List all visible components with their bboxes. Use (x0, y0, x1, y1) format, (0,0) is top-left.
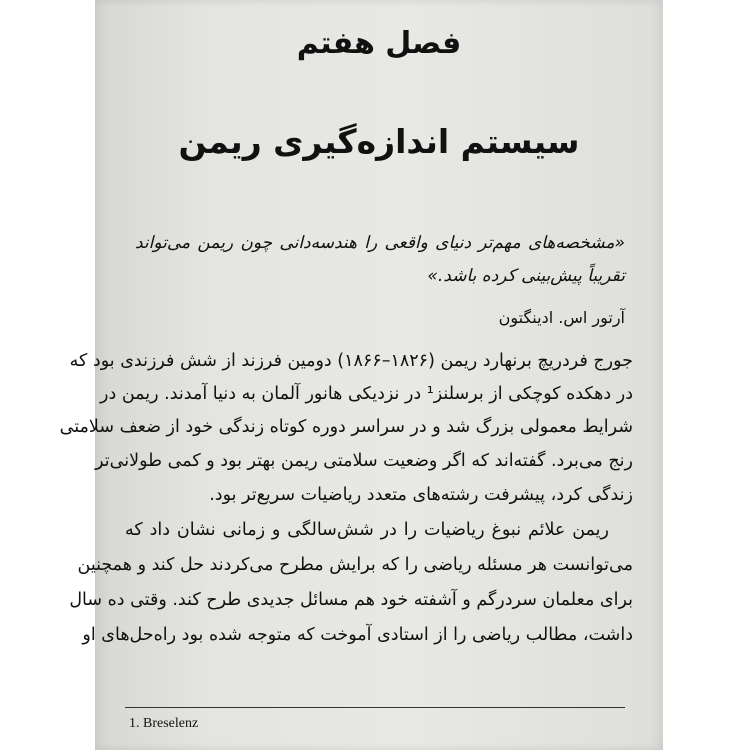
paragraph-2-line-4: داشت، مطالب ریاضی را از استادی آموخت که متوجه شده بود راه‌حل‌های او (82, 625, 633, 645)
paragraph-2-line-1: ریمن علائم نبوغ ریاضیات را در شش‌سالگی و زمانی نشان داد که (125, 520, 609, 540)
paragraph-1-line-2: در دهکده کوچکی از برسلنز¹ در نزدیکی هانور آلمان به دنیا آمدند. ریمن در (100, 384, 633, 404)
epigraph-author: آرتور اس. ادینگتون (498, 308, 625, 327)
footnote-divider (125, 707, 625, 708)
paragraph-2-line-3: برای معلمان سردرگم و آشفته خود هم مسائل جدیدی طرح کند. وقتی ده سال (69, 590, 633, 610)
epigraph-line: تقریباً پیش‌بینی کرده باشد.» (427, 266, 625, 286)
paragraph-2-line-2: می‌توانست هر مسئله ریاضی را که برایش مطرح می‌کردند حل کند و همچنین (77, 555, 633, 575)
epigraph-line: «مشخصه‌های مهم‌تر دنیای واقعی را هندسه‌دانی چون ریمن می‌تواند (135, 233, 625, 253)
paragraph-1-line-1: جورج فردریچ برنهارد ریمن (۱۸۲۶–۱۸۶۶) دومین فرزند از شش فرزندی بود که (69, 351, 633, 371)
footnote: 1. Breselenz (129, 716, 199, 731)
paragraph-1-line-3: شرایط معمولی بزرگ شد و در سراسر دوره کوتاه زندگی خود از ضعف سلامتی (59, 417, 633, 437)
book-page (59, 0, 663, 750)
chapter-heading: فصل هفتم (296, 26, 462, 61)
paragraph-1-line-5: زندگی کرد، پیشرفت رشته‌های متعدد ریاضیات سریع‌تر بود. (209, 485, 633, 505)
chapter-title: سیستم اندازه‌گیری ریمن (178, 122, 580, 161)
paragraph-1-line-4: رنج می‌برد. گفته‌اند که اگر وضعیت سلامتی ریمن بهتر بود و کمی طولانی‌تر (95, 451, 633, 471)
